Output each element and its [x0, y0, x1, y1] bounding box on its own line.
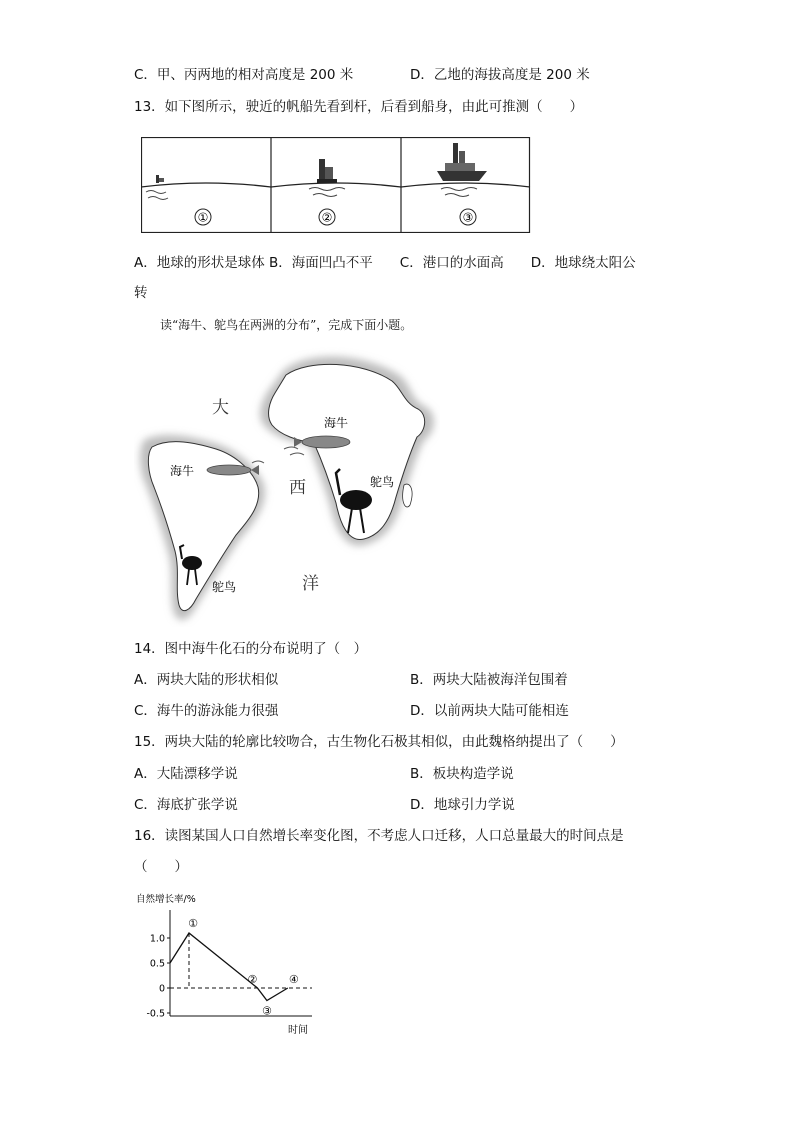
growth-rate-line	[170, 933, 288, 1001]
ostrich-africa-label: 鸵鸟	[370, 475, 395, 489]
manatee-africa-label: 海牛	[324, 416, 349, 430]
panel-label-3: ③	[462, 210, 474, 225]
q15-stem: 15．两块大陆的轮廓比较吻合，古生物化石极其相似，由此魏格纳提出了（ ）	[134, 734, 624, 750]
chart-xlabel: 时间	[288, 1025, 308, 1036]
q15-option-a: A．大陆漂移学说	[134, 766, 238, 782]
y-tick-label: 1.0	[149, 933, 165, 945]
y-tick-label: 0	[158, 983, 165, 995]
ocean-char-3: 洋	[302, 574, 319, 594]
q13-options: A．地球的形状是球体 B．海面凹凸不平 C．港口的水面高 D．地球绕太阳公	[134, 255, 636, 271]
q12-option-c: C．甲、丙两地的相对高度是 200 米	[134, 67, 354, 83]
q14-option-b: B．两块大陆被海洋包围着	[410, 672, 568, 688]
manatee-sa-label: 海牛	[170, 464, 195, 478]
point-label: ①	[188, 917, 198, 930]
q14-option-d: D．以前两块大陆可能相连	[410, 703, 569, 719]
chart-ylabel: 自然增长率/%	[136, 894, 196, 905]
q13-stem: 13．如下图所示，驶近的帆船先看到杆，后看到船身，由此可推测（ ）	[134, 99, 584, 115]
panel-label-2: ②	[321, 210, 333, 225]
y-tick-label: 0.5	[149, 958, 165, 970]
growth-rate-chart	[132, 888, 332, 1040]
ostrich-sa-label: 鸵鸟	[212, 580, 237, 594]
ship-horizon-figure	[141, 137, 531, 233]
continents-map	[134, 345, 440, 627]
y-tick-label: -0.5	[146, 1008, 165, 1020]
point-label: ③	[261, 1004, 272, 1018]
q15-option-d: D．地球引力学说	[410, 797, 515, 813]
q15-option-b: B．板块构造学说	[410, 766, 514, 782]
point-label: ②	[247, 973, 258, 986]
q16-stem: 16．读图某国人口自然增长率变化图，不考虑人口迁移，人口总量最大的时间点是	[134, 828, 624, 844]
q14-stem: 14．图中海牛化石的分布说明了（ ）	[134, 641, 368, 657]
map-intro: 读“海牛、鸵鸟在两洲的分布”，完成下面小题。	[160, 318, 413, 332]
q16-paren: （ ）	[134, 859, 188, 875]
point-label: ④	[288, 973, 299, 986]
q12-option-d: D．乙地的海拔高度是 200 米	[410, 67, 590, 83]
panel-label-1: ①	[197, 210, 209, 225]
q14-option-c: C．海牛的游泳能力很强	[134, 703, 279, 719]
q13-options-wrap: 转	[134, 285, 148, 301]
ocean-char-1: 大	[212, 398, 229, 418]
q15-option-c: C．海底扩张学说	[134, 797, 238, 813]
ocean-char-2: 西	[289, 478, 306, 498]
q14-option-a: A．两块大陆的形状相似	[134, 672, 279, 688]
